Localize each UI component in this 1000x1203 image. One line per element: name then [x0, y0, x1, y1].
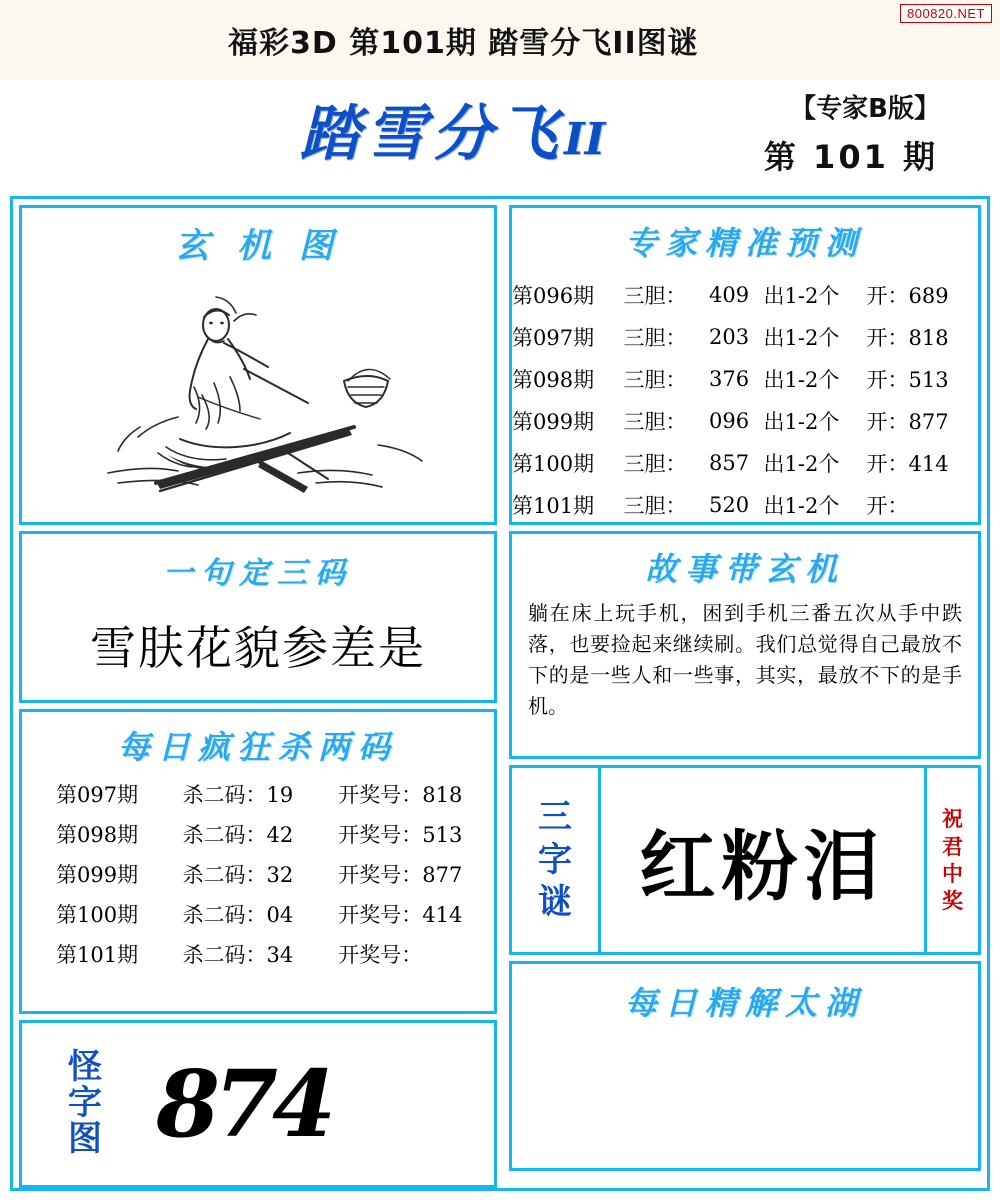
panel-story: [509, 531, 981, 759]
row-label: 三胆：: [623, 410, 687, 434]
row-range: 出1-2个: [763, 368, 840, 392]
page-header-title: 福彩3D 第101期 踏雪分飞II图谜: [228, 26, 699, 61]
row-value: 857: [709, 451, 750, 475]
poster-sheet: [10, 196, 990, 1191]
row-open: 开奖号：818: [338, 783, 463, 807]
row-label: 三胆：: [623, 452, 687, 476]
row-issue: 第096期: [512, 284, 595, 308]
row-issue: 第098期: [512, 368, 595, 392]
row-issue: 第097期: [56, 783, 139, 807]
row-open: 开奖号：877: [338, 863, 463, 887]
edition-badge: 【专家B版】: [790, 94, 940, 124]
left-column: [13, 199, 503, 1188]
row-range: 出1-2个: [763, 326, 840, 350]
panel-xuanjitu: [19, 205, 497, 525]
table-row: [22, 814, 494, 854]
guaizi-label: 怪 字 图: [68, 1047, 102, 1159]
forecast-table: [512, 274, 978, 526]
yiju-phrase: 雪肤花貌参差是: [90, 621, 426, 675]
row-kill: 杀二码：19: [182, 783, 294, 807]
table-row: [512, 484, 978, 526]
row-issue: 第101期: [512, 494, 595, 518]
panel-taihu: [509, 961, 981, 1171]
row-issue: 第101期: [56, 943, 139, 967]
row-open: 开奖号：: [338, 943, 423, 967]
table-row: [512, 316, 978, 358]
shatwo-table: [22, 774, 494, 974]
row-kill: 杀二码：32: [182, 863, 294, 887]
table-row: [512, 400, 978, 442]
row-kill: 杀二码：04: [182, 903, 294, 927]
row-issue: 第100期: [56, 903, 139, 927]
panel-guaizitu: [19, 1020, 497, 1188]
row-label: 三胆：: [623, 284, 687, 308]
row-range: 出1-2个: [763, 494, 840, 518]
table-row: [22, 894, 494, 934]
row-open: 开：818: [866, 326, 949, 350]
xuanji-illustration: [48, 277, 468, 517]
panel-yiju-ding-sanma: [19, 531, 497, 703]
row-value: 203: [709, 325, 750, 349]
row-label: 三胆：: [623, 326, 687, 350]
site-watermark: 800820.NET: [900, 4, 992, 23]
row-value: 409: [709, 283, 750, 307]
panel-story-heading: 故事带玄机: [644, 550, 845, 588]
table-row: [22, 934, 494, 974]
row-kill: 杀二码：42: [182, 823, 294, 847]
row-open: 开：689: [866, 284, 949, 308]
row-label: 三胆：: [623, 494, 687, 518]
guaizi-number: 874: [156, 1050, 331, 1158]
page-header: [0, 0, 1000, 80]
row-value: 376: [709, 367, 750, 391]
table-row: [22, 854, 494, 894]
panel-expert-forecast: [509, 205, 981, 525]
riddle-label: [509, 765, 601, 955]
xuanji-sketch-icon: [48, 277, 468, 517]
panel-yiju-heading: 一句定三码: [163, 556, 353, 591]
table-row: [22, 774, 494, 814]
row-kill: 杀二码：34: [182, 943, 294, 967]
row-open: 开奖号：414: [338, 903, 463, 927]
headline: [0, 80, 1000, 190]
row-open: 开：414: [866, 452, 949, 476]
row-open: 开奖号：513: [338, 823, 463, 847]
row-issue: 第098期: [56, 823, 139, 847]
panel-daily-kill-two: [19, 709, 497, 1014]
poster-title-text: 踏雪分飞: [300, 99, 564, 169]
poster-title: [300, 86, 605, 172]
panel-xuanjitu-heading: 玄 机 图: [175, 226, 341, 266]
panel-taihu-heading: 每日精解太湖: [624, 984, 865, 1022]
row-open: 开：: [866, 494, 909, 518]
row-issue: 第097期: [512, 326, 595, 350]
row-issue: 第099期: [56, 863, 139, 887]
right-column: [503, 199, 987, 1188]
row-open: 开：877: [866, 410, 949, 434]
row-range: 出1-2个: [763, 284, 840, 308]
panel-shatwo-heading: 每日疯狂杀两码: [117, 728, 398, 766]
row-range: 出1-2个: [763, 452, 840, 476]
row-issue: 第100期: [512, 452, 595, 476]
issue-number: 第 101 期: [763, 138, 938, 176]
row-label: 三胆：: [623, 368, 687, 392]
row-value: 096: [709, 409, 750, 433]
row-open: 开：513: [866, 368, 949, 392]
riddle-row: [509, 765, 981, 955]
row-issue: 第099期: [512, 410, 595, 434]
row-value: 520: [709, 493, 750, 517]
table-row: [512, 274, 978, 316]
panel-forecast-heading: 专家精准预测: [624, 224, 865, 262]
riddle-label-text: 三 字 谜: [538, 797, 572, 923]
story-body: 躺在床上玩手机，困到手机三番五次从手中跌落，也要捡起来继续刷。我们总觉得自己最放不下的是一些人和一些事，其实，最放不下的是手机。: [528, 601, 962, 718]
table-row: [512, 358, 978, 400]
lucky-wish: 祝 君 中 奖: [927, 765, 981, 955]
table-row: [512, 442, 978, 484]
row-range: 出1-2个: [763, 410, 840, 434]
poster-title-suffix: II: [564, 114, 606, 165]
riddle-answer: 红粉泪: [601, 765, 927, 955]
